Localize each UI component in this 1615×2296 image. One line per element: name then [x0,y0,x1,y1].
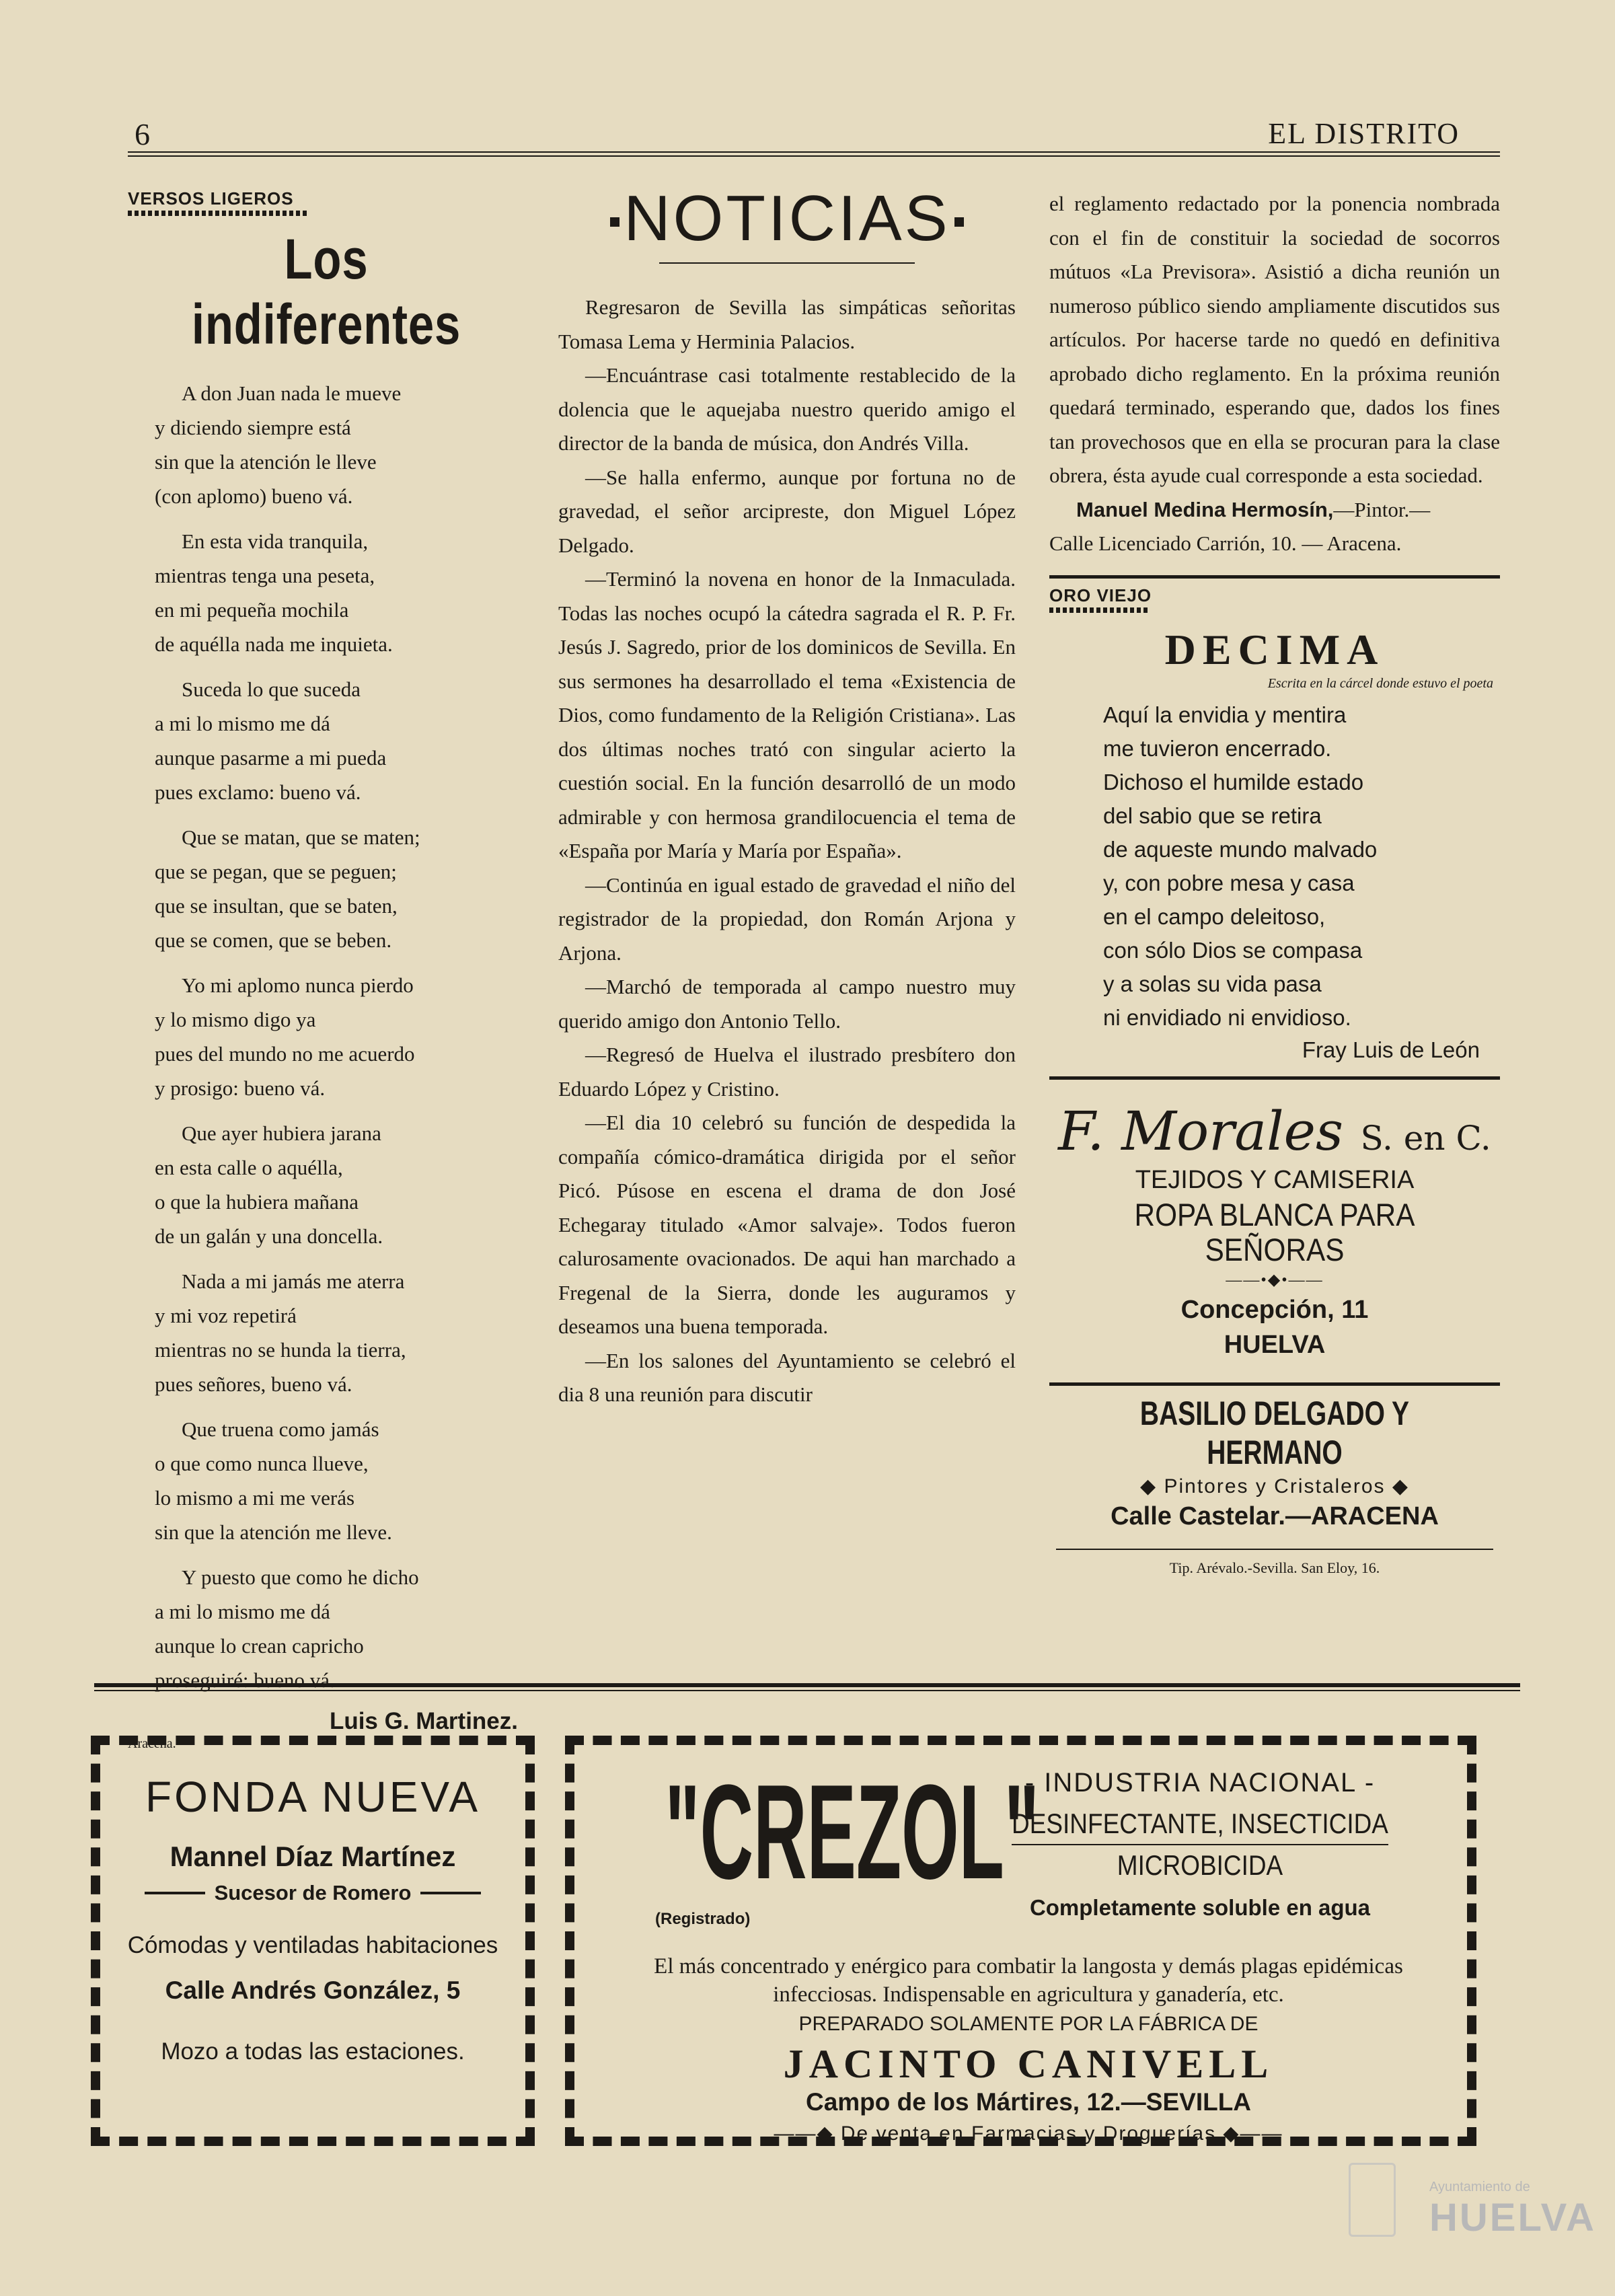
poem-line: o que la hubiera mañana [155,1190,359,1214]
decima-title: DECIMA [1164,625,1385,673]
bottom-rule [94,1690,1520,1691]
poem-author: Luis G. Martinez. [329,1708,518,1734]
poem-line: que se insultan, que se baten, [155,894,398,918]
crezol-brand: "CREZOL" [665,1757,1040,1907]
city-seal-icon [1349,2163,1396,2237]
poem-line: sin que la atención me lleve. [155,1520,392,1544]
basilio-trade: ◆ Pintores y Cristaleros ◆ [1140,1475,1409,1497]
ad-crezol [565,1736,1476,2146]
ad-basilio [1049,1394,1500,1531]
poem-line: A don Juan nada le mueve [182,381,402,405]
crezol-sale: ——◆ De venta en Farmacias y Droguerías ◆—— [774,2122,1283,2145]
crezol-rule [1012,1844,1388,1845]
fonda-rooms: Cómodas y ventiladas habitaciones [127,1932,498,1958]
crezol-industry: - INDUSTRIA NACIONAL - [1024,1768,1376,1798]
decima-line: Aquí la envidia y mentira [1103,702,1347,727]
decima-line: Dichoso el humilde estado [1103,769,1364,794]
news-item: —Encuántrase casi totalmente restablecido de la dolencia que le aquejaba nuestro querido amigo el director de la banda de música, don Andrés Villa. [558,363,1016,455]
printer-imprint: Tip. Arévalo.-Sevilla. San Eloy, 16. [1169,1559,1380,1576]
watermark [1429,2180,1596,2240]
ad-morales [1049,1100,1500,1362]
poem-line: pues del mundo no me acuerdo [155,1042,415,1066]
bottom-rule [94,1683,1520,1687]
crezol-maker: JACINTO CANIVELL [783,2042,1274,2086]
poem-line: Y puesto que como he dicho [182,1565,419,1589]
header-rule [128,151,1500,153]
poem-place: Aracena. [128,1736,176,1751]
decima-line: del sabio que se retira [1103,803,1322,828]
news-title [558,182,1016,256]
basilio-name: BASILIO DELGADO Y HERMANO [1139,1394,1410,1471]
poem-stanza [155,820,525,957]
news-column [558,182,1016,1412]
decima-line: y, con pobre mesa y casa [1103,870,1355,895]
section-rule [1049,1076,1500,1080]
poem-line: mientras no se hunda la tierra, [155,1338,406,1362]
news-item: —Se halla enfermo, aunque por fortuna no de gravedad, el señor arcipreste, don Miguel López Delgado. [558,465,1016,557]
fonda-successor-text: Sucesor de Romero [214,1881,412,1904]
poem-line: aunque pasarme a mi pueda [155,746,387,770]
news-signoff [1049,493,1500,527]
news-item: —Terminó la novena en honor de la Inmaculada. Todas las noches ocupó la cátedra sagrada el R. P. Fr. Jesús J. Sagredo, prior de los dominicos de Sevilla. En sus sermones ha desarrollado el tema «Existencia de Dios, como fundamento de la Religión Cristiana». Las dos últimas noches trató con singular acierto la cuestión social. En la función desarrolló de un modo admirable y con hermosa grandilocuencia el tema de «España por María y María por España». [558,567,1016,862]
ad-fonda-nueva [91,1736,535,2146]
rule-right [420,1892,481,1894]
poem-line: que se comen, que se beben. [155,928,392,952]
crezol-soluble: Completamente soluble en agua [1029,1895,1371,1920]
crezol-header [951,1768,1449,1921]
poem-stanza [155,1412,525,1549]
section-rule [1049,575,1500,579]
poem-section-label: VERSOS LIGEROS [128,188,294,209]
poem-line: y prosigo: bueno vá. [155,1076,326,1100]
crezol-kind1: DESINFECTANTE, INSECTICIDA [1012,1808,1388,1839]
decima-author: Fray Luis de León [1302,1037,1480,1062]
watermark-small: Ayuntamiento de [1429,2180,1530,2194]
fonda-title: FONDA NUEVA [145,1773,480,1821]
news-item: —En los salones del Ayuntamiento se celebró el dia 8 una reunión para discutir [558,1348,1016,1406]
poem-stanza [155,376,525,513]
poem-line: Que ayer hubiera jarana [182,1121,381,1145]
square-ornament [610,217,619,227]
crezol-prepared: PREPARADO SOLAMENTE POR LA FÁBRICA DE [798,2013,1259,2035]
poem-stanza [155,524,525,661]
poem-line: que se pegan, que se peguen; [155,860,397,883]
morales-line2: ROPA BLANCA PARA SEÑORAS [1134,1196,1415,1267]
news-continuation: el reglamento redactado por la ponencia nombrada con el fin de constituir la sociedad de socorros mútuos «La Previsora». Asistió a dicha reunión un numeroso público siendo ampliamente discutidos sus artículos. Por hacerse tarde no quedó en definitiva aprobado dicho reglamento. En la próxima reunión quedará terminado, esperando que, dados los fines tan provechosos que en ella se procuran para la clase obrera, ésta ayude cual corresponde a esta sociedad. [1049,192,1500,487]
poem-line: mientras tenga una peseta, [155,564,375,587]
dotted-rule [128,211,309,216]
basilio-address: Calle Castelar.—ARACENA [1111,1502,1439,1530]
poem-stanza [155,1560,525,1697]
crezol-description: El más concentrado y enérgico para combatir la langosta y demás plagas epidémicas infecciosas. Indispensable en agricultura y ganadería, etc. [654,1954,1403,2007]
poem-line: y lo mismo digo ya [155,1008,316,1031]
morales-suffix: S. en C. [1360,1118,1491,1158]
news-body [558,291,1016,1412]
morales-brand: F. Morales [1058,1099,1344,1162]
fonda-note: Mozo a todas las estaciones. [161,2038,465,2065]
decima-line: y a solas su vida pasa [1103,971,1322,996]
fonda-owner: Mannel Díaz Martínez [170,1841,456,1872]
watermark-big: HUELVA [1429,2196,1596,2239]
crezol-kind2: MICROBICIDA [1117,1849,1283,1881]
poem-body [128,376,525,1697]
section-rule [1049,1382,1500,1386]
decima-line: ni envidiado ni envidioso. [1103,1004,1351,1030]
crezol-content [574,1745,1467,2145]
poem-line: pues exclamo: bueno vá. [155,780,361,804]
decima-poem [1103,698,1500,1035]
section-rule [1056,1549,1493,1550]
news-item: —El dia 10 celebró su función de despedida la compañía cómico-dramática dirigida por el señor Picó. Púsose en escena el drama de don José Echegaray titulado «Amor salvaje». Todos fueron calurosamente ovacionados. De aqui han marchado a Fregenal de la Sierra, donde les auguramos y deseamos una buena temporada. [558,1111,1016,1338]
poem-stanza [155,672,525,809]
decima-subtitle: Escrita en la cárcel donde estuvo el poeta [1267,675,1493,691]
poem-line: y mi voz repetirá [155,1304,297,1327]
morales-address: Concepción, 11 [1180,1295,1369,1324]
news-item: Regresaron de Sevilla las simpáticas señoritas Tomasa Lema y Herminia Palacios. [558,295,1016,353]
morales-line1: TEJIDOS Y CAMISERIA [1135,1165,1415,1194]
poem-line: proseguiré: bueno vá. [155,1668,335,1692]
poem-line: lo mismo a mi me verás [155,1486,355,1510]
poem-line: pues señores, bueno vá. [155,1372,352,1396]
crezol-address: Campo de los Mártires, 12.—SEVILLA [805,2088,1252,2116]
poem-line: Que se matan, que se maten; [182,825,420,849]
poem-stanza [155,968,525,1105]
decima-line: en el campo deleitoso, [1103,903,1326,929]
poem-line: En esta vida tranquila, [182,529,369,553]
poem-column [128,188,525,1752]
poem-line: o que como nunca llueve, [155,1452,369,1475]
poem-line: aunque lo crean capricho [155,1634,364,1658]
title-rule [659,262,915,264]
poem-line: en mi pequeña mochila [155,598,349,622]
right-column [1049,187,1500,1577]
news-title-text: NOTICIAS [624,182,950,254]
signoff-name: Manuel Medina Hermosín, [1076,497,1334,521]
poem-line: de aquélla nada me inquieta. [155,632,393,656]
header-rule [128,155,1500,157]
poem-title: Los indiferentes [191,227,461,356]
newspaper-title: EL DISTRITO [1268,117,1460,150]
page-header [128,111,1500,158]
poem-line: Suceda lo que suceda [182,677,361,701]
poem-line: Que truena como jamás [182,1417,379,1441]
poem-line: a mi lo mismo me dá [155,1600,330,1623]
poem-line: en esta calle o aquélla, [155,1156,343,1179]
poem-line: de un galán y una doncella. [155,1224,383,1248]
decima-section-label: ORO VIEJO [1049,585,1152,605]
decima-line: con sólo Dios se compasa [1103,937,1363,963]
news-item: —Marchó de temporada al campo nuestro muy querido amigo don Antonio Tello. [558,975,1016,1033]
crezol-registered: (Registrado) [655,1910,751,1928]
morales-ornament: ——•◆•—— [1226,1271,1324,1289]
decima-line: me tuvieron encerrado. [1103,735,1332,761]
fonda-successor [100,1881,525,1905]
signoff-address: Calle Licenciado Carrión, 10. — Aracena. [1049,531,1402,555]
decima-line: de aqueste mundo malvado [1103,836,1378,862]
rule-left [145,1892,205,1894]
poem-stanza [155,1264,525,1401]
fonda-address: Calle Andrés González, 5 [165,1976,461,2004]
square-ornament [954,217,964,227]
news-item: —Regresó de Huelva el ilustrado presbítero don Eduardo López y Cristino. [558,1043,1016,1101]
page-number: 6 [135,117,150,151]
poem-line: y diciendo siempre está [155,416,351,439]
poem-line: a mi lo mismo me dá [155,712,330,735]
morales-city: HUELVA [1224,1330,1326,1359]
poem-line: sin que la atención le lleve [155,450,377,474]
poem-line: Yo mi aplomo nunca pierdo [182,973,414,997]
poem-line: (con aplomo) bueno vá. [155,484,353,508]
signoff-role: —Pintor.— [1333,497,1431,521]
poem-line: Nada a mi jamás me aterra [182,1269,405,1293]
dotted-rule [1049,607,1150,613]
morales-name [1049,1100,1500,1162]
news-item: —Continúa en igual estado de gravedad el niño del registrador de la propiedad, don Román Arjona y Arjona. [558,873,1016,965]
poem-stanza [155,1116,525,1253]
